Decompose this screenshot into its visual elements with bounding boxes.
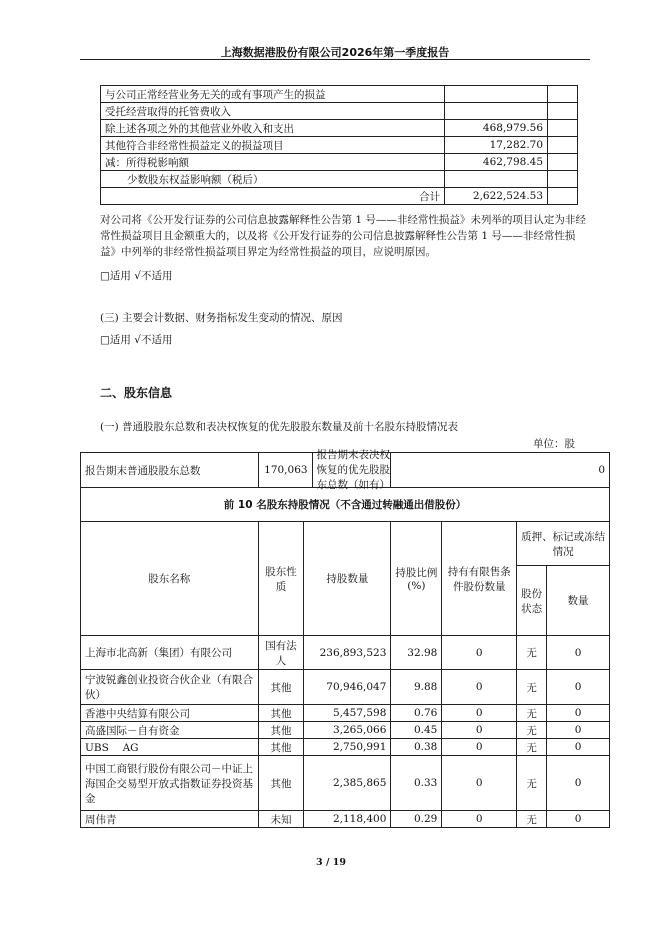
holder-qty: 0 [547, 705, 610, 722]
holder-status: 无 [517, 756, 547, 811]
row-note [548, 103, 578, 120]
row-value: 17,282.70 [445, 137, 548, 154]
row-value: 462,798.45 [445, 154, 548, 171]
holder-nature: 其他 [258, 756, 304, 811]
total-holders-value: 170,063 [259, 453, 313, 487]
row-note [548, 171, 578, 188]
total-holders-cell [258, 448, 391, 491]
holder-name: 中国工商银行股份有限公司－中证上海国企交易型开放式指数证券投资基金 [81, 756, 259, 811]
holder-restricted: 0 [442, 739, 517, 756]
holder-shares: 2,385,865 [304, 756, 391, 811]
holder-name: 上海市北高新（集团）有限公司 [81, 636, 259, 670]
table-row [81, 739, 610, 756]
row-label: 少数股东权益影响额（税后） [101, 171, 445, 188]
table-row [81, 453, 610, 488]
table-row [101, 171, 578, 188]
pref-holders-label: 报告期末表决权恢复的优先股股东总数（如有） [316, 448, 391, 491]
holder-ratio: 0.38 [391, 739, 442, 756]
page-number: 3 / 19 [316, 857, 346, 868]
holder-nature: 其他 [258, 739, 304, 756]
holder-name: 香港中央结算有限公司 [81, 705, 259, 722]
row-note [548, 188, 578, 205]
holder-shares: 2,118,400 [304, 811, 391, 828]
row-note [548, 120, 578, 137]
unit-label: 单位：股 [533, 438, 575, 450]
holder-nature: 其他 [258, 670, 304, 705]
holder-status: 无 [517, 811, 547, 828]
holder-qty: 0 [547, 722, 610, 739]
holder-status: 无 [517, 722, 547, 739]
holder-restricted: 0 [442, 670, 517, 705]
holder-shares: 2,750,991 [304, 739, 391, 756]
row-note [548, 86, 578, 103]
header-shares: 持股数量 [304, 522, 391, 636]
table-row [81, 705, 610, 722]
total-label: 合计 [101, 188, 445, 205]
holder-restricted: 0 [442, 756, 517, 811]
holder-qty: 0 [547, 756, 610, 811]
holder-ratio: 0.76 [391, 705, 442, 722]
table-row [81, 636, 610, 670]
nonrecurring-items-table [100, 85, 578, 205]
row-label: 其他符合非经常性损益定义的损益项目 [101, 137, 445, 154]
row-value: 468,979.56 [445, 120, 548, 137]
section3-title: (三) 主要会计数据、财务指标发生变动的情况、原因 [100, 312, 343, 324]
header-divider [80, 59, 590, 60]
holder-nature: 其他 [258, 705, 304, 722]
report-header-title: 上海数据港股份有限公司2026年第一季度报告 [220, 46, 450, 59]
applicability-option: □适用 √不适用 [100, 270, 173, 282]
row-note [548, 137, 578, 154]
holder-nature: 其他 [258, 722, 304, 739]
table-row [101, 120, 578, 137]
holder-shares: 236,893,523 [304, 636, 391, 670]
header-pledge-group: 质押、标记或冻结情况 [517, 522, 610, 566]
table-row [81, 756, 610, 811]
holder-restricted: 0 [442, 636, 517, 670]
table-row [81, 811, 610, 828]
row-note [548, 154, 578, 171]
header-ratio: 持股比例(%) [391, 522, 442, 636]
holder-qty: 0 [547, 670, 610, 705]
holder-ratio: 9.88 [391, 670, 442, 705]
table-row [81, 670, 610, 705]
table-header-row [81, 522, 610, 566]
total-value: 2,622,524.53 [445, 188, 548, 205]
subsection-title: (一) 普通股股东总数和表决权恢复的优先股股东数量及前十名股东持股情况表 [100, 421, 459, 433]
header-nature: 股东性质 [258, 522, 304, 636]
holder-qty: 0 [547, 811, 610, 828]
holder-shares: 70,946,047 [304, 670, 391, 705]
holder-shares: 3,265,066 [304, 722, 391, 739]
table-row [101, 103, 578, 120]
top10-title: 前 10 名股东持股情况（不含通过转融通出借股份） [81, 488, 610, 522]
holder-restricted: 0 [442, 811, 517, 828]
row-label: 除上述各项之外的其他营业外收入和支出 [101, 120, 445, 137]
header-restricted: 持有有限售条件股份数量 [442, 522, 517, 636]
holder-ratio: 0.33 [391, 756, 442, 811]
shareholders-table [80, 448, 610, 828]
header-pledge-status: 股份状态 [517, 566, 547, 636]
holder-restricted: 0 [442, 705, 517, 722]
holder-nature: 国有法人 [258, 636, 304, 670]
holder-ratio: 32.98 [391, 636, 442, 670]
holder-qty: 0 [547, 739, 610, 756]
holder-ratio: 0.45 [391, 722, 442, 739]
holder-nature: 未知 [258, 811, 304, 828]
table-row [81, 488, 610, 522]
header-pledge-qty: 数量 [547, 566, 610, 636]
row-value [445, 86, 548, 103]
note-paragraph: 对公司将《公开发行证券的公司信息披露解释性公告第 1 号——非经常性损益》未列举的项目认定为非经常性损益项目且金额重大的，以及将《公开发行证券的公司信息披露解释性公告第 1 号——非经常性损益》中列举的非经常性损益项目界定为经常性损益的项目，应说明原因。 [100, 214, 586, 258]
section-heading-shareholders: 二、股东信息 [100, 386, 173, 400]
row-label: 减：所得税影响额 [101, 154, 445, 171]
table-row-total [101, 188, 578, 205]
pref-holders-value: 0 [391, 453, 610, 488]
holder-name: 周伟青 [81, 811, 259, 828]
row-label: 受托经营取得的托管费收入 [101, 103, 445, 120]
holder-name: UBS AG [81, 739, 259, 756]
table-row [101, 154, 578, 171]
table-row [101, 137, 578, 154]
holder-name: 宁波锐鑫创业投资合伙企业（有限合伙） [81, 670, 259, 705]
holder-status: 无 [517, 670, 547, 705]
row-value [445, 103, 548, 120]
holder-status: 无 [517, 739, 547, 756]
table-row [101, 86, 578, 103]
holder-name: 高盛国际－自有资金 [81, 722, 259, 739]
holder-ratio: 0.29 [391, 811, 442, 828]
table-row [81, 722, 610, 739]
row-label: 与公司正常经营业务无关的或有事项产生的损益 [101, 86, 445, 103]
holder-qty: 0 [547, 636, 610, 670]
holder-restricted: 0 [442, 722, 517, 739]
holder-status: 无 [517, 705, 547, 722]
header-name: 股东名称 [81, 522, 259, 636]
applicability-option-2: □适用 √不适用 [100, 334, 173, 346]
holder-shares: 5,457,598 [304, 705, 391, 722]
row-value [445, 171, 548, 188]
holder-status: 无 [517, 636, 547, 670]
total-holders-label: 报告期末普通股股东总数 [81, 453, 259, 488]
